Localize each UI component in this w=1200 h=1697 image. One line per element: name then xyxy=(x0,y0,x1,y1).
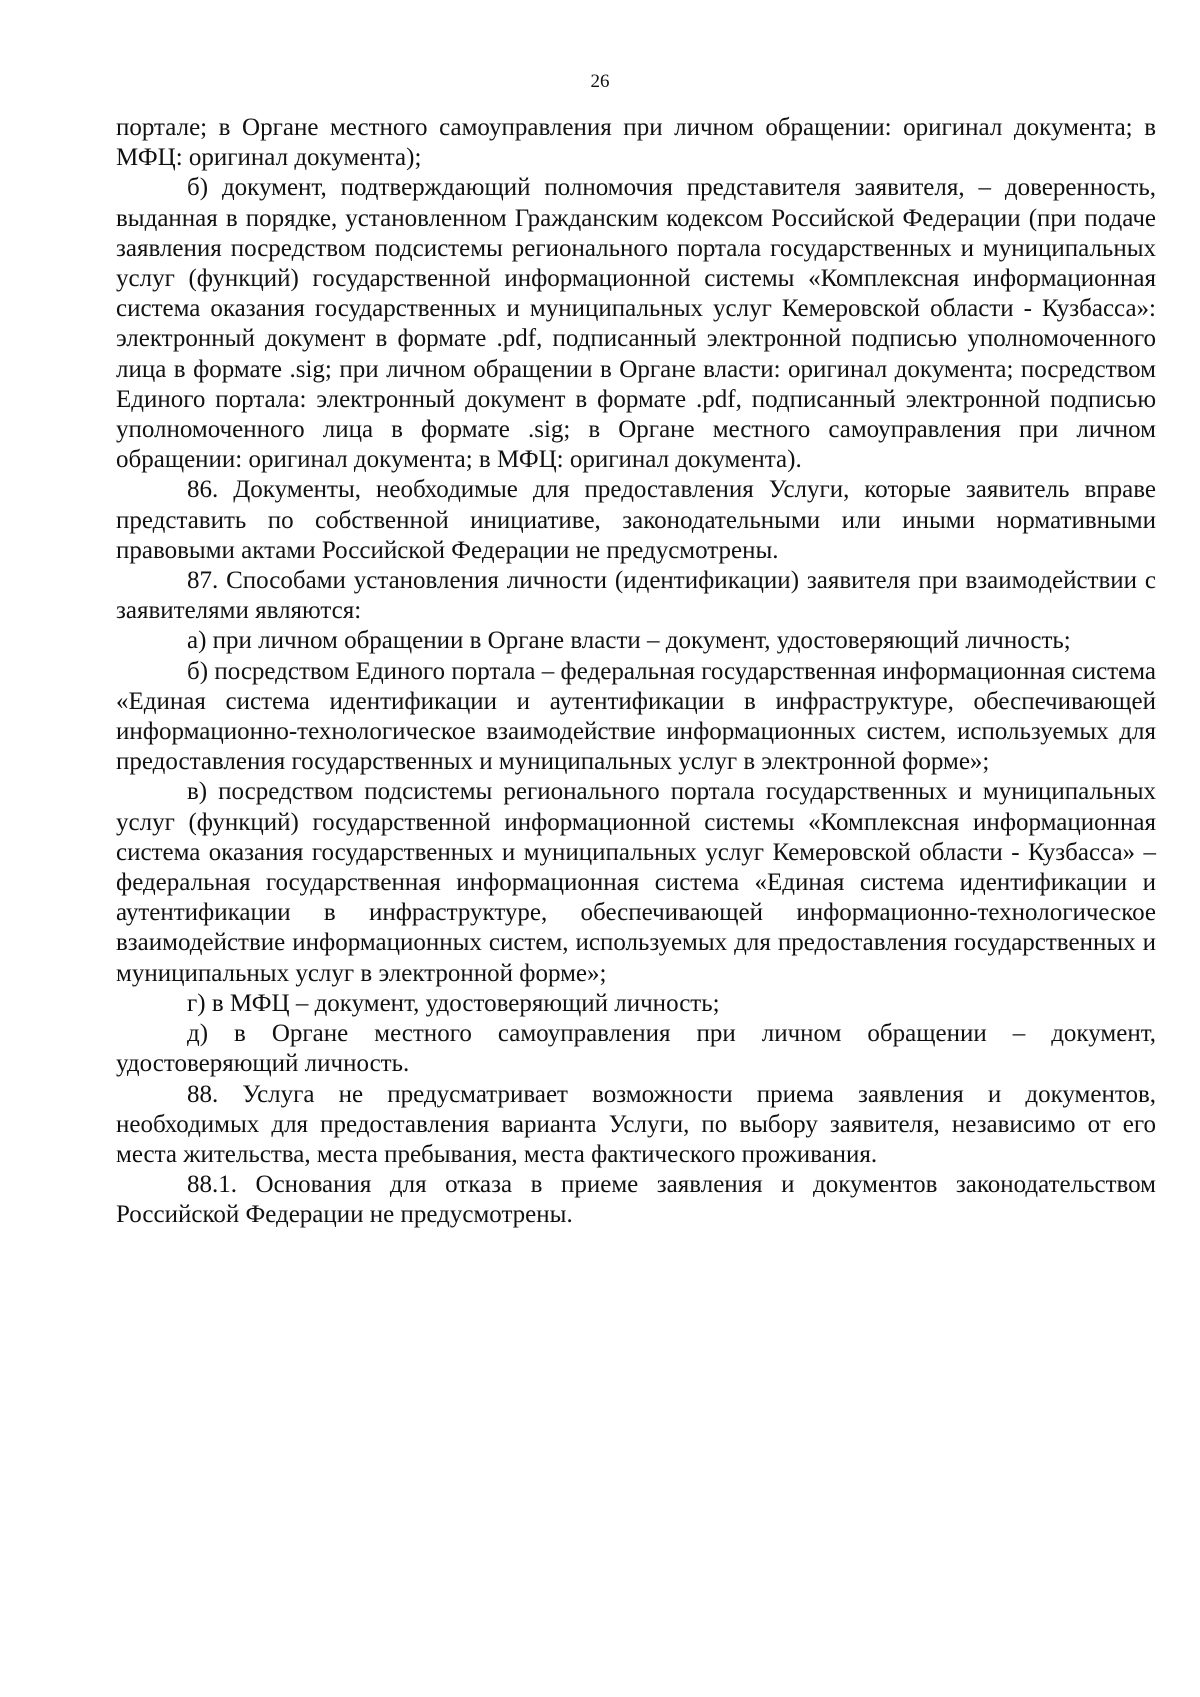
paragraph-87-d: д) в Органе местного самоуправления при личном обращении – документ, удостоверяющий личность. xyxy=(116,1020,1156,1078)
paragraph-87-g: г) в МФЦ – документ, удостоверяющий личность; xyxy=(187,989,720,1017)
paragraph-86: 86. Документы, необходимые для предоставления Услуги, которые заявитель вправе представить по собственной инициативе, законодательными или иными нормативными правовыми актами Российской Федерации не предусмотрены. xyxy=(116,476,1156,564)
paragraph-88-1: 88.1. Основания для отказа в приеме заявления и документов законодательством Российской Федерации не предусмотрены. xyxy=(116,1171,1156,1229)
paragraph-b-authority-document: б) документ, подтверждающий полномочия представителя заявителя, – доверенность, выданная в порядке, установленном Гражданским кодексом Российской Федерации (при подаче заявления посредством подсистемы регионального портала государственных и муниципальных услуг (функций) государственной информационной системы «Комплексная информационная система оказания государственных и муниципальных услуг Кемеровской области - Кузбасса»: электронный документ в формате .pdf, подписанный электронной подписью уполномоченного лица в формате .sig; при личном обращении в Органе власти: оригинал документа; посредством Единого портала: электронный документ в формате .pdf, подписанный электронной подписью уполномоченного лица в формате .sig; в Органе местного самоуправления при личном обращении: оригинал документа; в МФЦ: оригинал документа). xyxy=(116,174,1156,474)
paragraph-continuation: портале; в Органе местного самоуправления при личном обращении: оригинал документа; в МФЦ: оригинал документа); xyxy=(116,114,1156,172)
paragraph-88: 88. Услуга не предусматривает возможности приема заявления и документов, необходимых для предоставления варианта Услуги, по выбору заявителя, независимо от его места жительства, места пребывания, места фактического проживания. xyxy=(116,1080,1156,1168)
paragraph-87-a: а) при личном обращении в Органе власти – документ, удостоверяющий личность; xyxy=(187,627,1071,655)
page-number: 26 xyxy=(590,71,610,92)
paragraph-87-b: б) посредством Единого портала – федеральная государственная информационная система «Единая система идентификации и аутентификации в инфраструктуре, обеспечивающей информационно-технологическое взаимодействие информационных систем, используемых для предоставления государственных и муниципальных услуг в электронной форме»; xyxy=(116,657,1156,776)
document-body xyxy=(116,113,1156,1231)
paragraph-87-v: в) посредством подсистемы регионального портала государственных и муниципальных услуг (функций) государственной информационной системы «Комплексная информационная система оказания государственных и муниципальных услуг Кемеровской области - Кузбасса» – федеральная государственная информационная система «Единая система идентификации и аутентификации в инфраструктуре, обеспечивающей информационно-технологическое взаимодействие информационных систем, используемых для предоставления государственных и муниципальных услуг в электронной форме»; xyxy=(116,778,1156,987)
paragraph-87: 87. Способами установления личности (идентификации) заявителя при взаимодействии с заявителями являются: xyxy=(116,567,1156,625)
